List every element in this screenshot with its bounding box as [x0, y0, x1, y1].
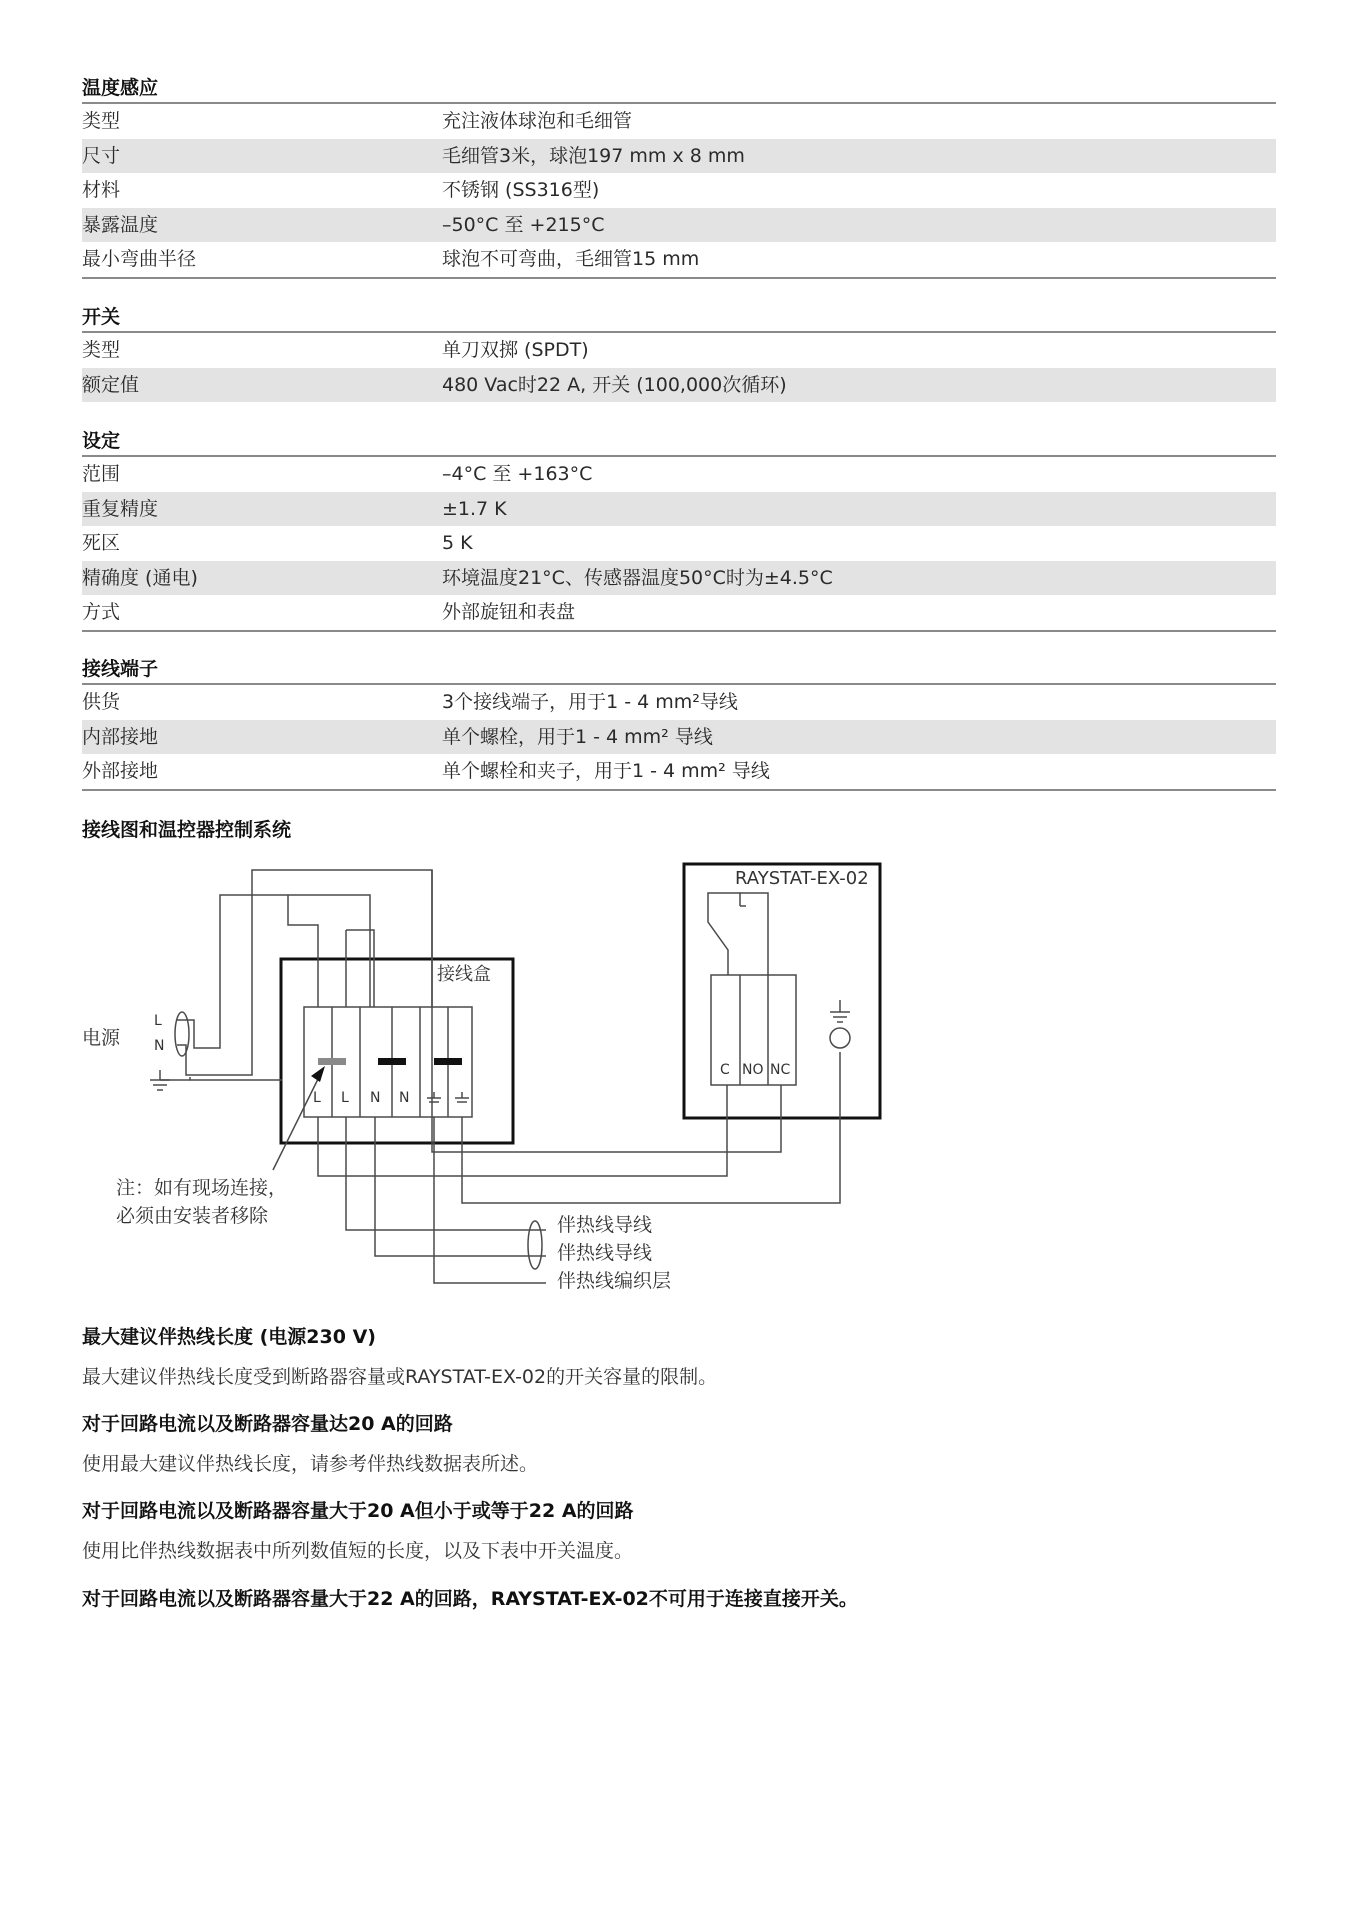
row-value: 充注液体球泡和毛细管 — [442, 110, 633, 132]
heading-over-22a: 对于回路电流以及断路器容量大于22 A的回路，RAYSTAT-EX-02不可用于连接直接开关。 — [82, 1588, 858, 1610]
row-value: 环境温度21°C、传感器温度50°C时为±4.5°C — [442, 566, 833, 589]
paragraph-20a: 使用最大建议伴热线长度，请参考伴热线数据表所述。 — [82, 1453, 539, 1475]
device-terminal-no: NO — [742, 1062, 764, 1078]
row-key: 方式 — [82, 601, 121, 623]
cable-label-2: 伴热线导线 — [557, 1242, 653, 1264]
heading-20a: 对于回路电流以及断路器容量达20 A的回路 — [82, 1413, 453, 1435]
row-key: 类型 — [82, 339, 121, 361]
row-value: 不锈钢 (SS316型) — [442, 179, 600, 201]
row-value: 球泡不可弯曲，毛细管15 mm — [442, 248, 700, 270]
row-value: 480 Vac时22 A, 开关 (100,000次循环) — [442, 373, 787, 396]
diagram-title: 接线图和温控器控制系统 — [82, 819, 292, 841]
row-value: ±1.7 K — [442, 497, 507, 520]
box-terminal-l1: L — [313, 1090, 321, 1106]
device-terminal-nc: NC — [770, 1062, 791, 1078]
row-key: 范围 — [82, 463, 121, 485]
box-terminal-n2: N — [399, 1090, 410, 1106]
section-title: 开关 — [82, 303, 1276, 333]
row-value: –50°C 至 +215°C — [442, 213, 605, 236]
paragraph-max-length: 最大建议伴热线长度受到断路器容量或RAYSTAT-EX-02的开关容量的限制。 — [82, 1366, 718, 1388]
row-key: 尺寸 — [82, 144, 121, 167]
row-value: 单个螺栓和夹子，用于1 - 4 mm² 导线 — [442, 760, 770, 782]
junction-box-label: 接线盒 — [437, 964, 491, 985]
row-value: 毛细管3米，球泡197 mm x 8 mm — [442, 144, 745, 167]
cable-label-3: 伴热线编织层 — [557, 1270, 672, 1292]
row-key: 内部接地 — [82, 725, 159, 748]
heading-max-length: 最大建议伴热线长度 (电源230 V) — [82, 1326, 376, 1348]
paragraph-22a: 使用比伴热线数据表中所列数值短的长度，以及下表中开关温度。 — [82, 1540, 634, 1562]
row-key: 重复精度 — [82, 497, 159, 520]
note-line-2: 必须由安装者移除 — [116, 1205, 269, 1227]
power-label: 电源 — [82, 1027, 121, 1049]
row-value: 单刀双掷 (SPDT) — [442, 339, 589, 361]
box-terminal-n1: N — [370, 1090, 381, 1106]
row-value: –4°C 至 +163°C — [442, 463, 593, 485]
row-value: 3个接线端子，用于1 - 4 mm²导线 — [442, 691, 738, 713]
note-line-1: 注：如有现场连接， — [116, 1177, 288, 1199]
row-key: 额定值 — [82, 373, 140, 396]
device-label: RAYSTAT-EX-02 — [735, 868, 869, 889]
row-key: 精确度 (通电) — [82, 566, 198, 589]
row-value: 5 K — [442, 532, 473, 554]
row-key: 材料 — [82, 179, 121, 201]
junction-box — [281, 959, 513, 1143]
row-key: 外部接地 — [82, 760, 159, 782]
section-title: 温度感应 — [82, 74, 1276, 104]
row-value: 单个螺栓，用于1 - 4 mm² 导线 — [442, 725, 713, 748]
row-key: 死区 — [82, 532, 121, 554]
cable-label-1: 伴热线导线 — [557, 1214, 653, 1236]
heading-22a: 对于回路电流以及断路器容量大于20 A但小于或等于22 A的回路 — [82, 1500, 634, 1522]
section-title: 设定 — [82, 427, 1276, 457]
box-terminal-l2: L — [341, 1090, 349, 1106]
power-terminal-n: N — [154, 1038, 165, 1054]
row-key: 最小弯曲半径 — [82, 248, 197, 270]
device-terminal-c: C — [720, 1062, 730, 1078]
row-key: 供货 — [82, 691, 121, 713]
row-value: 外部旋钮和表盘 — [442, 601, 576, 623]
row-key: 类型 — [82, 110, 121, 132]
power-terminal-l: L — [154, 1013, 162, 1029]
section-title: 接线端子 — [82, 655, 1276, 685]
device-box — [684, 864, 880, 1118]
row-key: 暴露温度 — [82, 213, 159, 236]
